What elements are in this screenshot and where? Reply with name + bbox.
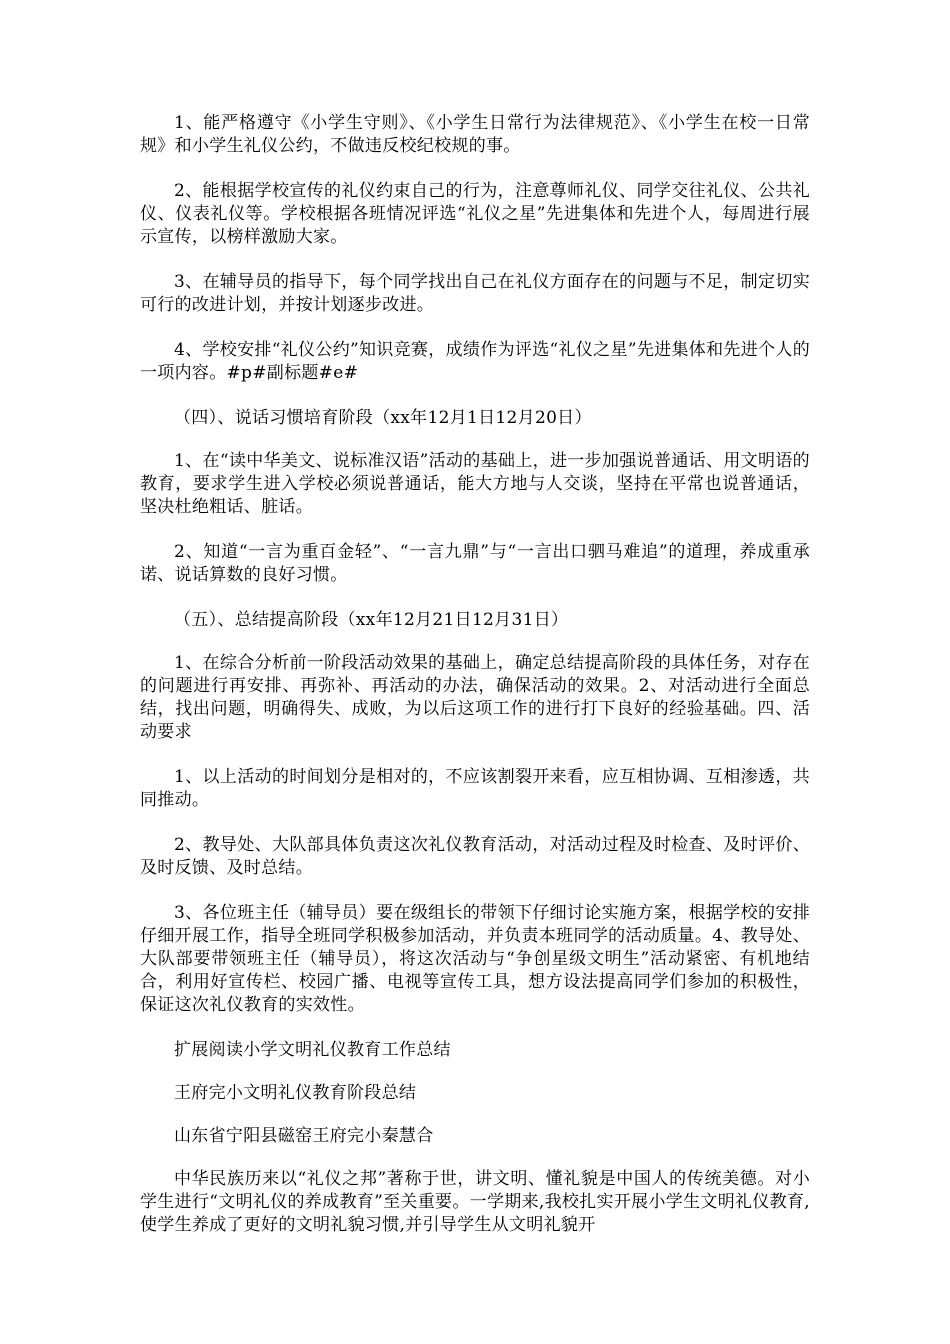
section-heading-summary-stage: （五）、总结提高阶段（xx年12月21日12月31日） [174, 610, 569, 630]
paragraph-rule-compliance: 1、能严格遵守《小学生守则》、《小学生日常行为法律规范》、《小学生在校一日常规》和小学生礼仪公约，不做违反校纪校规的事。 [140, 113, 810, 156]
paragraph-etiquette-behavior: 2、能根据学校宣传的礼仪约束自己的行为，注意尊师礼仪、同学交往礼仪、公共礼仪、仪表礼仪等。学校根据各班情况评选“礼仪之星”先进集体和先进个人，每周进行展示宣传，以榜样激励大家。 [140, 181, 810, 247]
paragraph-introduction: 中华民族历来以“礼仪之邦”著称于世，讲文明、懂礼貌是中国人的传统美德。对小学生进行“文明礼仪的养成教育”至关重要。一学期来,我校扎实开展小学生文明礼仪教育,使学生养成了更好的文明礼貌习惯,并引导学生从文明礼貌开 [140, 1169, 810, 1235]
paragraph-time-division: 1、以上活动的时间划分是相对的，不应该割裂开来看，应互相协调、互相渗透，共同推动。 [140, 767, 810, 810]
paragraph-class-teachers: 3、各位班主任（辅导员）要在级组长的带领下仔细讨论实施方案，根据学校的安排仔细开展工作，指导全班同学积极参加活动，并负责本班同学的活动质量。4、教导处、大队部要带领班主任（辅导员），将这次活动与“争创星级文明生”活动紧密、有机地结合，利用好宣传栏、校园广播、电视等宣传工具，想方设法提高同学们参加的积极性，保证这次礼仪教育的实效性。 [140, 903, 810, 1015]
paragraph-knowledge-contest: 4、学校安排“礼仪公约”知识竞赛，成绩作为评选“礼仪之星”先进集体和先进个人的一项内容。#p#副标题#e# [140, 340, 810, 383]
section-heading-speech-habits: （四）、说话习惯培育阶段（xx年12月1日12月20日） [174, 408, 592, 428]
paragraph-author: 山东省宁阳县磁窑王府完小秦慧合 [174, 1126, 434, 1146]
paragraph-mandarin-education: 1、在“读中华美文、说标准汉语”活动的基础上，进一步加强说普通话、用文明语的教育，要求学生进入学校必须说普通话，能大方地与人交谈，坚持在平常也说普通话，坚决杜绝粗话、脏话。 [140, 451, 810, 517]
paragraph-summary-tasks: 1、在综合分析前一阶段活动效果的基础上，确定总结提高阶段的具体任务，对存在的问题进行再安排、再弥补、再活动的办法，确保活动的效果。2、对活动进行全面总结，找出问题，明确得失、成败，为以后这项工作的进行打下良好的经验基础。四、活动要求 [140, 653, 810, 742]
paragraph-improvement-plan: 3、在辅导员的指导下，每个同学找出自己在礼仪方面存在的问题与不足，制定切实可行的改进计划，并按计划逐步改进。 [140, 272, 810, 315]
paragraph-school-summary-title: 王府完小文明礼仪教育阶段总结 [174, 1083, 417, 1103]
paragraph-responsibility: 2、教导处、大队部具体负责这次礼仪教育活动，对活动过程及时检查、及时评价、及时反馈、及时总结。 [140, 835, 810, 878]
document-body [140, 112, 810, 1259]
paragraph-keep-promises: 2、知道“一言为重百金轻”、“一言九鼎”与“一言出口驷马难追”的道理，养成重承诺、说话算数的良好习惯。 [140, 542, 810, 585]
paragraph-extended-reading: 扩展阅读小学文明礼仪教育工作总结 [174, 1040, 451, 1060]
